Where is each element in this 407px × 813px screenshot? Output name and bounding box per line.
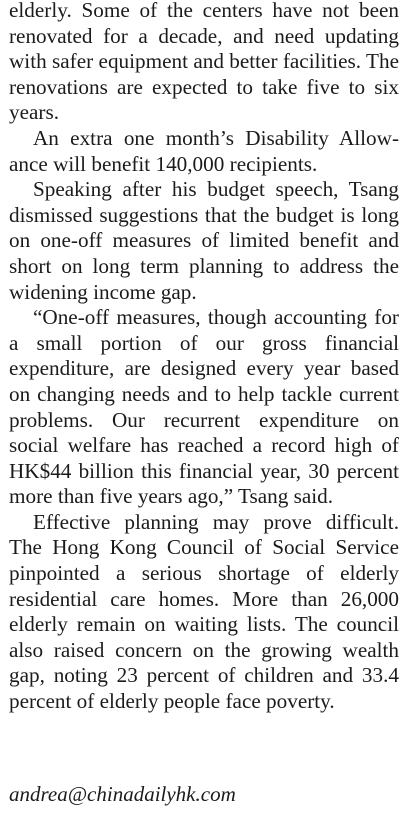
article-paragraph-4: “One-off measures, though accounting for a small portion of our gross financial expenditure, are designed every year based on changing needs and to help tackle current problems. Our recurrent expenditure on social welfare has reached a record high of HK$44 billion this financial year, 30 percent more than five years ago,” Tsang said. xyxy=(9,305,399,509)
article-paragraph-2: An extra one month’s Disability Allowance will benefit 140,000 recipients. xyxy=(9,125,399,176)
article-column xyxy=(9,0,399,715)
article-paragraph-3: Speaking after his budget speech, Tsang dismissed suggestions that the budget is long on one-off measures of limited benefit and short on long term planning to address the widening income gap. xyxy=(9,177,399,304)
author-email-byline: andrea@chinadailyhk.com xyxy=(9,782,236,806)
article-paragraph-5: Effective planning may prove difficult. The Hong Kong Council of Social Service pinpointed a serious shortage of elderly residential care homes. More than 26,000 elderly remain on waiting lists. The council also raised concern on the growing wealth gap, noting 23 percent of children and 33.4 percent of elderly people face poverty. xyxy=(9,509,399,714)
article-paragraph-1: elderly. Some of the centers have not been renovated for a decade, and need updating with safer equipment and better facilities. The renovations are expected to take five to six years. xyxy=(9,0,399,125)
